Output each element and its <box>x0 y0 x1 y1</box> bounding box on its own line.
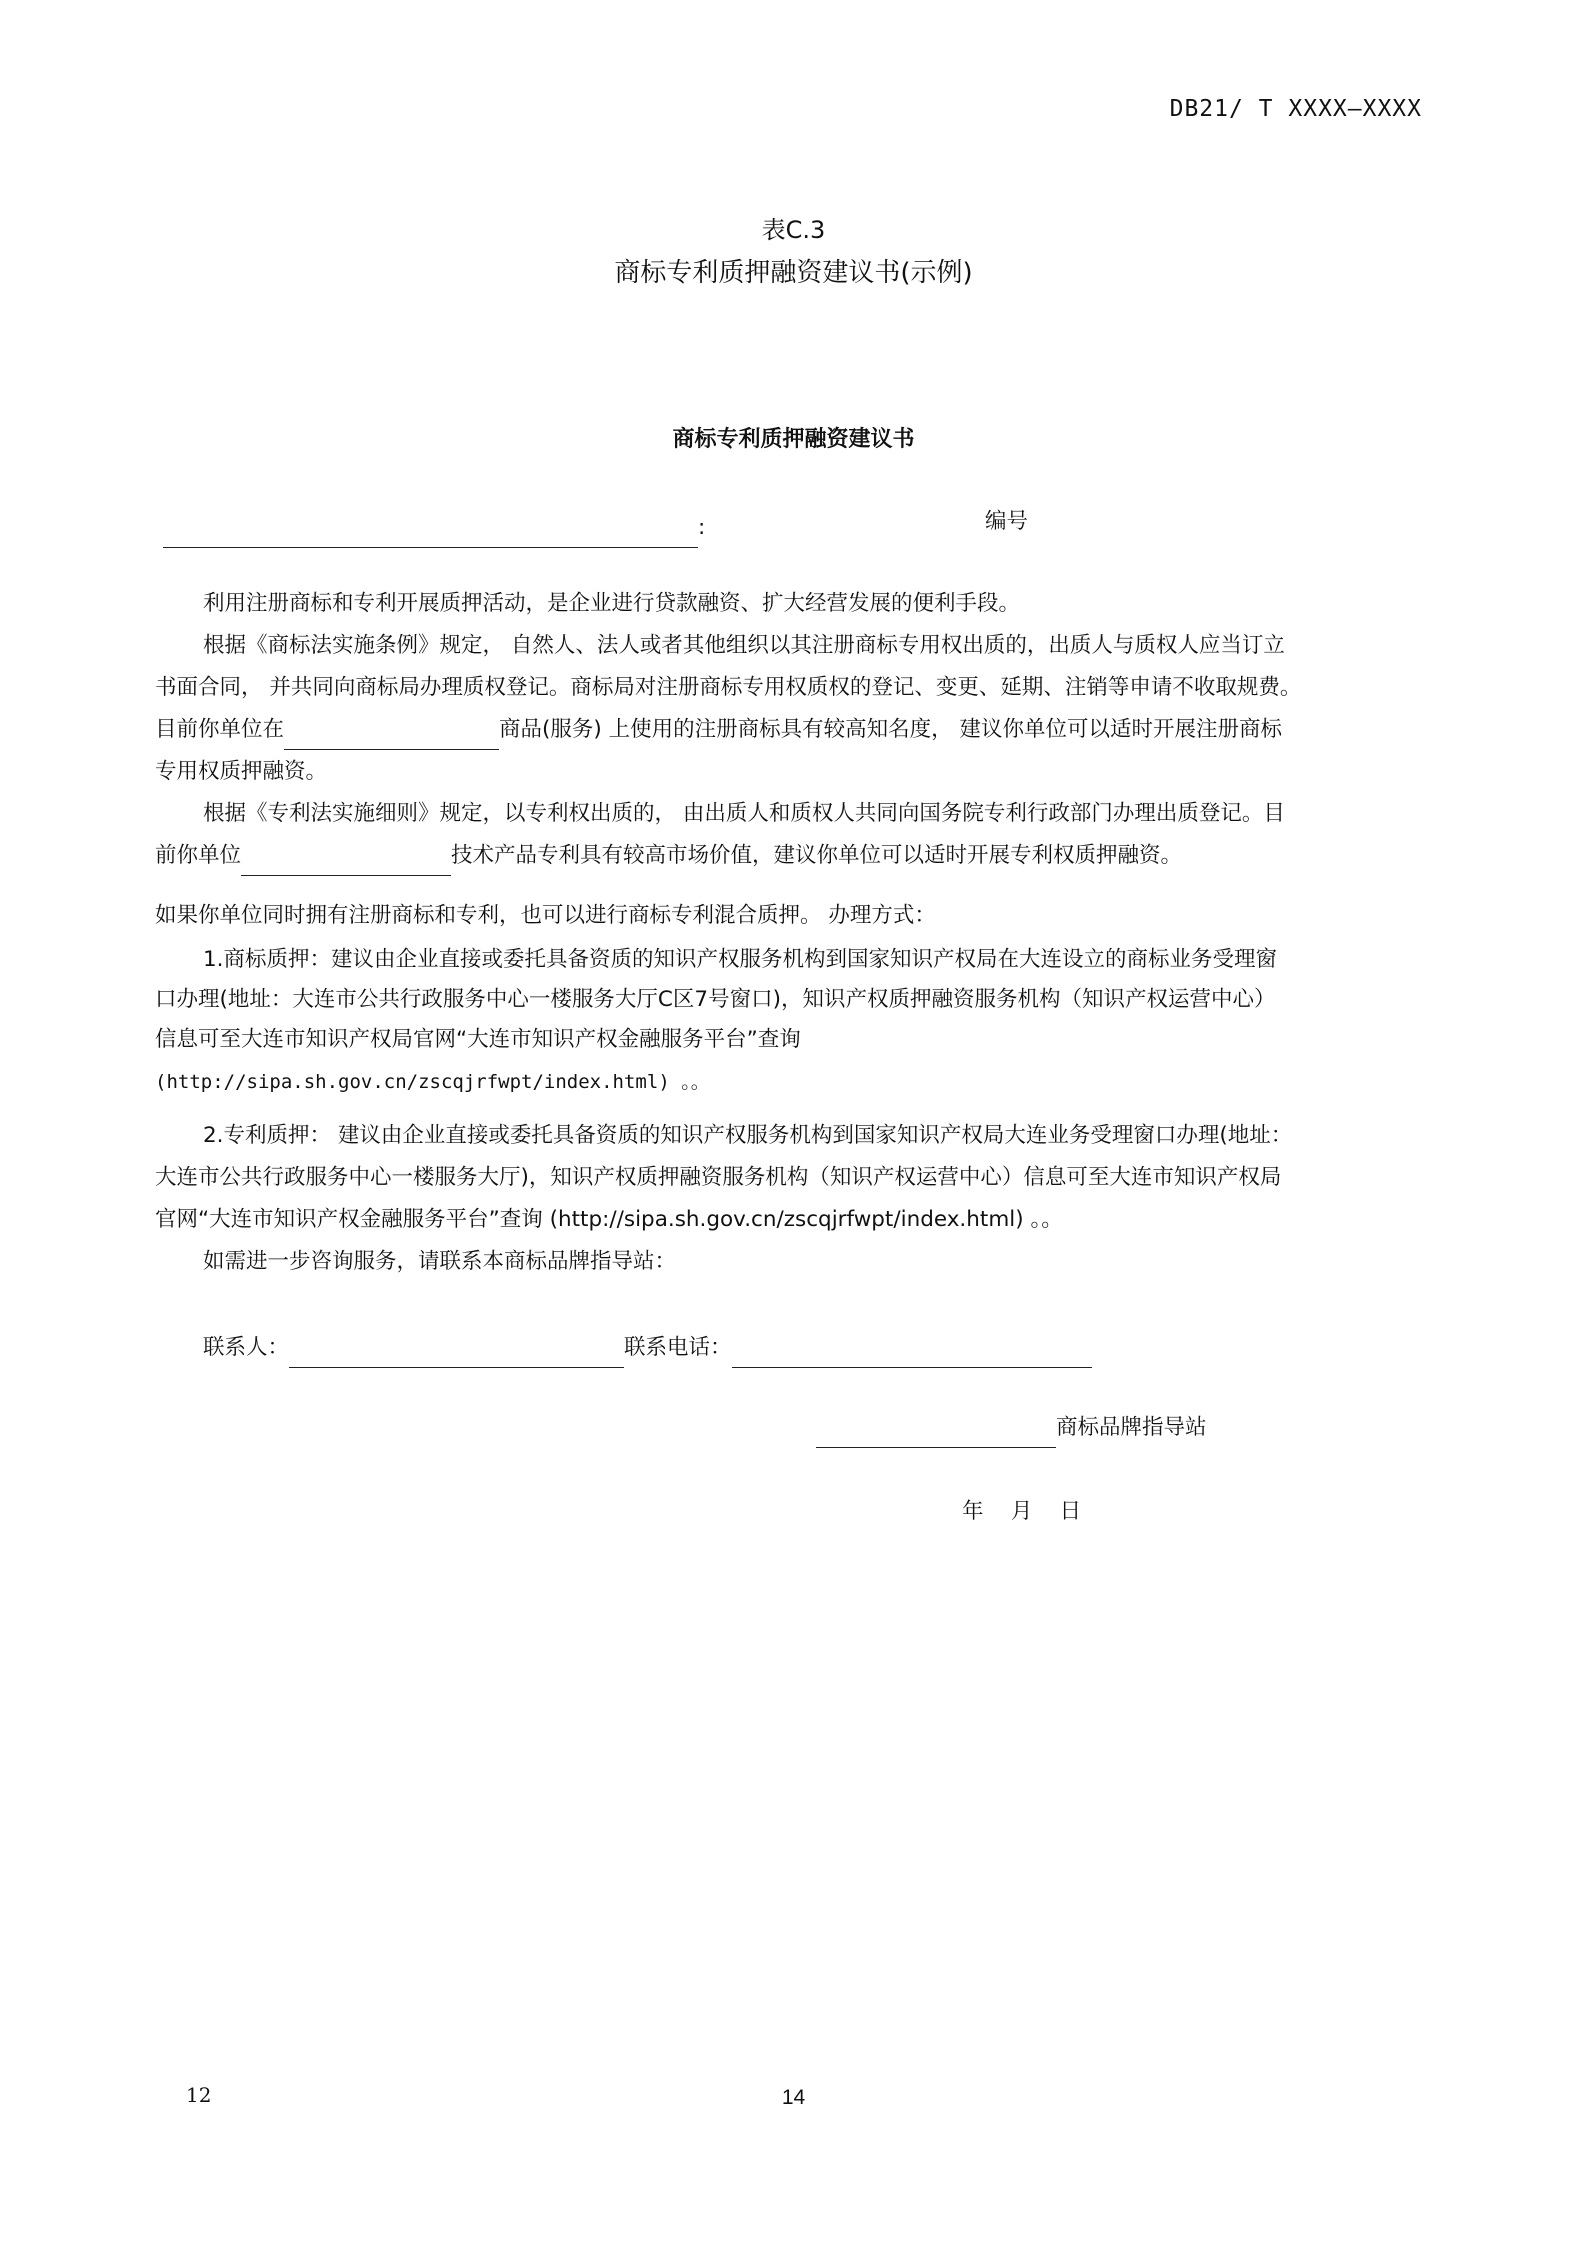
patent-line-2-end: 技术产品专利具有较高市场价值，建议你单位可以适时开展专利权质押融资。 <box>451 843 1183 868</box>
station-name-blank[interactable] <box>816 1423 1056 1448</box>
trademark-paragraph-line-4: 专用权质押融资。 <box>155 759 328 784</box>
intro-paragraph: 利用注册商标和专利开展质押活动，是企业进行贷款融资、扩大经营发展的便利手段。 <box>203 591 1021 616</box>
station-signature-line <box>816 1408 1207 1448</box>
patent-paragraph-line-2 <box>155 836 1182 876</box>
addressee-line <box>163 508 705 548</box>
page-number-center: 14 <box>781 2086 806 2109</box>
trademark-line-3-start: 目前你单位在 <box>155 717 285 742</box>
table-title: 商标专利质押融资建议书(示例) <box>614 258 973 288</box>
trademark-pledge-line-4: (http://sipa.sh.gov.cn/zscqjrfwpt/index.html) 。。 <box>155 1071 710 1093</box>
technology-blank[interactable] <box>241 851 451 876</box>
contact-phone-label: 联系电话： <box>624 1335 732 1360</box>
serial-label: 编号 <box>985 509 1029 534</box>
contact-person-blank[interactable] <box>289 1343 624 1368</box>
goods-blank[interactable] <box>284 725 499 750</box>
patent-pledge-line-3: 官网“大连市知识产权金融服务平台”查询 (http://sipa.sh.gov.cn/zscqjrfwpt/index.html) 。。 <box>155 1207 1063 1232</box>
station-label: 商标品牌指导站 <box>1056 1415 1207 1440</box>
addressee-colon: : <box>698 515 706 540</box>
trademark-pledge-line-3: 信息可至大连市知识产权局官网“大连市知识产权金融服务平台”查询 <box>155 1027 801 1052</box>
patent-pledge-line-1: 2.专利质押： 建议由企业直接或委托具备资质的知识产权服务机构到国家知识产权局大连业务受理窗口办理(地址： <box>203 1123 1293 1148</box>
page-number-left: 12 <box>186 2083 212 2107</box>
contact-line <box>203 1328 1092 1368</box>
trademark-paragraph-line-1: 根据《商标法实施条例》规定， 自然人、法人或者其他组织以其注册商标专用权出质的，出质人与质权人应当订立 <box>203 633 1285 658</box>
contact-person-label: 联系人： <box>203 1335 290 1360</box>
patent-paragraph-line-1: 根据《专利法实施细则》规定，以专利权出质的， 由出质人和质权人共同向国务院专利行政部门办理出质登记。目 <box>203 801 1285 826</box>
document-title: 商标专利质押融资建议书 <box>672 427 915 452</box>
trademark-pledge-line-2: 口办理(地址：大连市公共行政服务中心一楼服务大厅C区7号窗口)，知识产权质押融资服务机构（知识产权运营中心） <box>155 987 1276 1012</box>
trademark-paragraph-line-2: 书面合同， 并共同向商标局办理质权登记。商标局对注册商标专用权质权的登记、变更、延期、注销等申请不收取规费。 <box>155 675 1302 700</box>
consult-paragraph: 如需进一步咨询服务，请联系本商标品牌指导站： <box>203 1249 677 1274</box>
table-number: 表C.3 <box>761 216 826 244</box>
contact-phone-blank[interactable] <box>732 1343 1092 1368</box>
date-line: 年 月 日 <box>962 1499 1082 1524</box>
mixed-pledge-paragraph: 如果你单位同时拥有注册商标和专利，也可以进行商标专利混合质押。 办理方式： <box>155 903 936 928</box>
addressee-blank[interactable] <box>163 523 698 548</box>
trademark-pledge-line-1: 1.商标质押：建议由企业直接或委托具备资质的知识产权服务机构到国家知识产权局在大连设立的商标业务受理窗 <box>203 947 1278 972</box>
standard-code: DB21/ T XXXX—XXXX <box>1169 96 1422 122</box>
trademark-line-3-end: 商品(服务) 上使用的注册商标具有较高知名度， 建议你单位可以适时开展注册商标 <box>499 717 1282 742</box>
patent-line-2-start: 前你单位 <box>155 843 242 868</box>
trademark-paragraph-line-3 <box>155 710 1282 750</box>
patent-pledge-line-2: 大连市公共行政服务中心一楼服务大厅)，知识产权质押融资服务机构（知识产权运营中心）信息可至大连市知识产权局 <box>155 1165 1282 1190</box>
